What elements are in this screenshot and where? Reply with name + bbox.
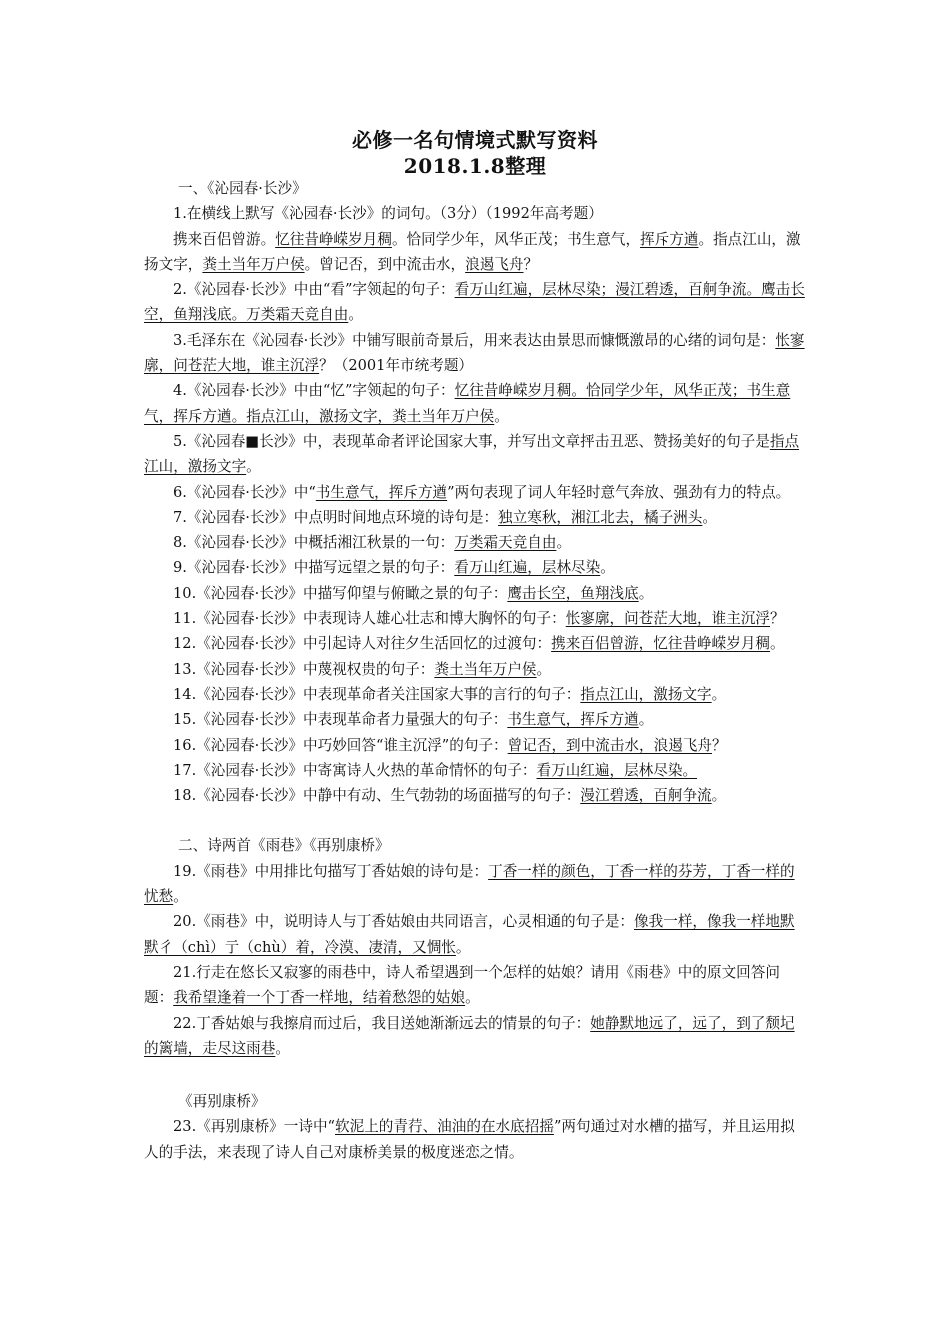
question-text: 2.《沁园春·长沙》中由“看”字领起的句子： [173,281,455,299]
question-item [144,682,808,707]
answer-text: 漫江碧透，百舸争流 [580,787,712,805]
answer-text: 万类霜天竞自由 [454,534,557,552]
question-text: 。 [455,938,471,956]
question-text: 12.《沁园春·长沙》中引起诗人对往夕生活回忆的过渡句： [173,635,552,653]
question-item [144,581,808,606]
answer-text: 鹰击长空，鱼翔浅底 [507,584,639,602]
question-item [144,758,808,783]
answer-text: 书生意气，挥斥方遒 [507,711,639,729]
question-text: 。 [638,711,654,729]
question-text: 。指点江山，激扬文字， [144,230,801,273]
answer-text: 丁香一样的颜色，丁香一样的芬芳，丁香一样的忧愁 [144,862,795,906]
question-item [144,555,808,580]
question-text: ”两句通过对水槽的描写，并且运用拟人的手法，来表现了诗人自己对康桥美景的极度迷恋之情。 [144,1118,795,1161]
question-text: 。 [638,584,654,602]
answer-text: 看万山红遍，层林尽染。 [536,761,698,779]
question-text: 。 [556,534,572,552]
answer-text: 看万山红遍，层林尽染 [454,559,601,577]
question-text: 9.《沁园春·长沙》中描写远望之景的句子： [173,559,455,577]
answer-text: 忆往昔峥嵘岁月稠 [275,230,392,248]
answer-text: 携来百侣曾游，忆往昔峥嵘岁月稠 [551,635,771,653]
question-text: 19.《雨巷》中用排比句描写丁香姑娘的诗句是： [173,862,489,880]
question-text: 。 [702,508,717,526]
question-item [144,859,808,910]
question-text: 。 [770,635,785,653]
section-3-items [144,1114,808,1165]
question-text: 7.《沁园春·长沙》中点明时间地点环境的诗句是： [173,508,499,526]
answer-text: 忆往昔峥嵘岁月稠。恰同学少年，风华正茂；书生意气，挥斥方遒。指点江山，激扬文字，粪土当年万户侯 [144,382,791,425]
section-1-items [144,201,808,808]
question-item [144,783,808,808]
question-item [144,328,808,379]
question-text: 1.在横线上默写《沁园春·长沙》的词句。（3分）（1992年高考题） [173,205,603,223]
question-text: 22.丁香姑娘与我擦肩而过后，我目送她渐渐远去的情景的句子： [173,1014,591,1032]
question-text: ？（2001年市统考题） [319,357,474,375]
section-heading-1: 一、《沁园春·长沙》 [178,180,307,197]
question-text: 。 [536,660,552,678]
question-item [144,606,808,631]
answer-text: 浪遏飞舟 [465,255,524,273]
question-text: 。 [465,989,480,1007]
question-item [144,631,808,656]
question-item [144,530,808,555]
question-text: 23.《再别康桥》一诗中“ [173,1118,336,1136]
question-item [144,201,808,226]
question-text: 20.《雨巷》中，说明诗人与丁香姑娘由共同语言，心灵相通的句子是： [173,913,635,931]
question-text: 15.《沁园春·长沙》中表现革命者力量强大的句子： [173,711,508,729]
question-text: 14.《沁园春·长沙》中表现革命者关注国家大事的言行的句子： [173,685,581,703]
question-item [144,960,808,1011]
document-body [144,176,808,1165]
question-item [144,657,808,682]
answer-text: 像我一样，像我一样地默默彳（chì）亍（chù）着，冷漠、凄清，又惆怅 [144,913,795,956]
question-text: 。 [246,458,261,476]
question-text: ？ [711,736,727,754]
answer-text: 粪土当年万户侯 [202,255,305,273]
question-text: 。 [711,787,727,805]
question-text: 18.《沁园春·长沙》中静中有动、生气勃勃的场面描写的句子： [173,787,581,805]
question-text: 11.《沁园春·长沙》中表现诗人雄心壮志和博大胸怀的句子： [173,610,566,628]
question-text: ？ [523,255,539,273]
question-item [144,505,808,530]
question-text: 8.《沁园春·长沙》中概括湘江秋景的一句： [173,534,455,552]
question-text: 。 [600,559,615,577]
question-text: 17.《沁园春·长沙》中寄寓诗人火热的革命情怀的句子： [173,761,537,779]
question-text: ？ [770,610,785,628]
answer-text: 看万山红遍，层林尽染；漫江碧透，百舸争流。鹰击长空，鱼翔浅底。万类霜天竞自由 [144,281,805,324]
question-item [144,1011,808,1062]
question-text: 携来百侣曾游。 [173,230,276,248]
question-item [144,909,808,960]
answer-text: 指点江山，激扬文字 [144,432,800,476]
question-item [144,227,808,278]
question-item [144,378,808,429]
answer-text: 怅寥廓，问苍茫大地，谁主沉浮 [144,331,805,375]
question-item [144,429,808,480]
question-text: 。恰同学少年，风华正茂；书生意气， [391,230,641,248]
document-subtitle: 2018.1.8整理 [403,154,547,178]
question-text: ”两句表现了词人年轻时意气奔放、强劲有力的特点。 [447,483,791,501]
answer-text: 我希望逢着一个丁香一样地，结着愁怨的姑娘 [173,989,466,1007]
question-item [144,733,808,758]
question-text: 。曾记否，到中流击水， [304,255,466,273]
answer-text: 软泥上的青荇、油油的在水底招摇 [335,1118,554,1136]
question-text: 6.《沁园春·长沙》中“ [173,483,316,501]
question-text: 。 [711,685,727,703]
answer-text: 怅寥廓，问苍茫大地，谁主沉浮 [565,610,771,628]
question-item [144,277,808,328]
question-item [144,1114,808,1165]
answer-text: 粪土当年万户侯 [434,660,537,678]
answer-text: 曾记否，到中流击水，浪遏飞舟 [507,736,712,754]
question-item [144,707,808,732]
question-text: 21.行走在悠长又寂寥的雨巷中，诗人希望遇到一个怎样的姑娘？请用《雨巷》中的原文回答问题： [144,963,780,1007]
question-text: 。 [173,888,188,906]
question-text: 。 [494,407,509,425]
answer-text: 书生意气，挥斥方遒 [315,483,448,501]
answer-text: 挥斥方遒 [640,230,699,248]
question-text: 16.《沁园春·长沙》中巧妙回答“谁主沉浮”的句子： [173,736,508,754]
question-text: 。 [348,306,363,324]
document-title: 必修一名句情境式默写资料 [352,128,598,152]
question-text: 4.《沁园春·长沙》中由“忆”字领起的句子： [173,382,455,400]
section-2-items [144,859,808,1061]
section-heading-3: 《再别康桥》 [178,1093,266,1111]
answer-text: 独立寒秋，湘江北去，橘子洲头 [498,508,703,526]
question-text: 10.《沁园春·长沙》中描写仰望与俯瞰之景的句子： [173,584,508,602]
answer-text: 指点江山，激扬文字 [580,685,712,703]
question-item [144,480,808,505]
question-text: 3.毛泽东在《沁园春·长沙》中铺写眼前奇景后，用来表达由景思而慷慨激昂的心绪的词句是： [173,331,776,349]
question-text: 5.《沁园春■长沙》中，表现革命者评论国家大事，并写出文章抨击丑恶、赞扬美好的句子是 [173,432,770,450]
answer-text: 她静默地远了，远了，到了颓圮的篱墙，走尽这雨巷 [144,1014,795,1057]
question-text: 。 [275,1039,290,1057]
section-heading-2: 二、诗两首《雨巷》《再别康桥》 [178,837,390,855]
question-text: 13.《沁园春·长沙》中蔑视权贵的句子： [173,660,435,678]
